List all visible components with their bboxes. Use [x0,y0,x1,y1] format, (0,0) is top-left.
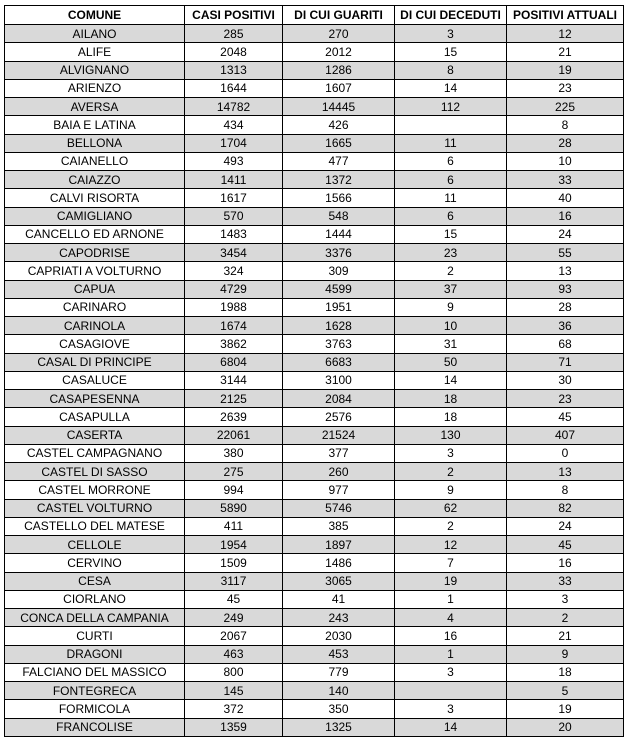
cell-comune: CASAPESENNA [5,390,185,408]
cell-casi-positivi: 3862 [185,335,283,353]
cell-positivi-attuali: 36 [507,317,624,335]
cell-positivi-attuali: 30 [507,371,624,389]
cell-guariti: 2030 [283,627,395,645]
cell-guariti: 1607 [283,79,395,97]
cell-guariti: 350 [283,700,395,718]
cell-guariti: 385 [283,517,395,535]
cell-positivi-attuali: 13 [507,262,624,280]
cell-positivi-attuali: 23 [507,79,624,97]
cell-deceduti: 3 [395,663,507,681]
cell-positivi-attuali: 28 [507,134,624,152]
cell-casi-positivi: 275 [185,463,283,481]
cell-casi-positivi: 434 [185,116,283,134]
cell-guariti: 377 [283,444,395,462]
table-row [5,244,624,262]
cell-casi-positivi: 2067 [185,627,283,645]
cell-deceduti: 6 [395,152,507,170]
cell-positivi-attuali: 8 [507,481,624,499]
cell-guariti: 1486 [283,554,395,572]
cell-comune: CAPRIATI A VOLTURNO [5,262,185,280]
cell-comune: CAIAZZO [5,171,185,189]
cell-casi-positivi: 2639 [185,408,283,426]
cell-deceduti: 112 [395,98,507,116]
cell-positivi-attuali: 225 [507,98,624,116]
table-row [5,554,624,572]
cell-comune: CERVINO [5,554,185,572]
cell-deceduti: 10 [395,317,507,335]
table-row [5,262,624,280]
cell-casi-positivi: 4729 [185,280,283,298]
cell-deceduti: 50 [395,353,507,371]
cell-guariti: 1897 [283,536,395,554]
cell-positivi-attuali: 93 [507,280,624,298]
cell-casi-positivi: 1644 [185,79,283,97]
table-row [5,481,624,499]
cell-guariti: 4599 [283,280,395,298]
cell-guariti: 270 [283,25,395,43]
cell-comune: DRAGONI [5,645,185,663]
cell-positivi-attuali: 45 [507,408,624,426]
cell-comune: CASALUCE [5,371,185,389]
table-row [5,663,624,681]
cell-positivi-attuali: 0 [507,444,624,462]
cell-casi-positivi: 1411 [185,171,283,189]
table-row [5,207,624,225]
cell-casi-positivi: 1359 [185,718,283,736]
table-row [5,353,624,371]
cell-comune: CASTEL VOLTURNO [5,499,185,517]
cell-deceduti: 1 [395,590,507,608]
cell-positivi-attuali: 13 [507,463,624,481]
cell-deceduti: 6 [395,207,507,225]
cell-deceduti: 9 [395,298,507,316]
cell-casi-positivi: 1674 [185,317,283,335]
table-row [5,463,624,481]
table-row [5,298,624,316]
cell-comune: ALIFE [5,43,185,61]
cell-positivi-attuali: 33 [507,171,624,189]
cell-casi-positivi: 411 [185,517,283,535]
cell-comune: CARINOLA [5,317,185,335]
covid-cases-table [4,5,624,737]
table-row [5,225,624,243]
cell-guariti: 3100 [283,371,395,389]
cell-positivi-attuali: 21 [507,627,624,645]
cell-deceduti: 4 [395,609,507,627]
cell-comune: FALCIANO DEL MASSICO [5,663,185,681]
cell-deceduti: 3 [395,700,507,718]
cell-comune: FORMICOLA [5,700,185,718]
cell-comune: CAMIGLIANO [5,207,185,225]
cell-casi-positivi: 6804 [185,353,283,371]
cell-deceduti: 2 [395,517,507,535]
cell-deceduti: 31 [395,335,507,353]
cell-casi-positivi: 1483 [185,225,283,243]
cell-guariti: 2576 [283,408,395,426]
table-row [5,444,624,462]
cell-casi-positivi: 285 [185,25,283,43]
cell-comune: AILANO [5,25,185,43]
cell-guariti: 977 [283,481,395,499]
cell-positivi-attuali: 19 [507,61,624,79]
table-row [5,317,624,335]
cell-comune: CASERTA [5,426,185,444]
cell-deceduti: 14 [395,371,507,389]
cell-positivi-attuali: 28 [507,298,624,316]
table-row [5,572,624,590]
cell-deceduti: 7 [395,554,507,572]
table-row [5,116,624,134]
cell-comune: CIORLANO [5,590,185,608]
cell-guariti: 1566 [283,189,395,207]
table-body [5,25,624,737]
cell-deceduti: 14 [395,79,507,97]
cell-guariti: 426 [283,116,395,134]
cell-casi-positivi: 493 [185,152,283,170]
cell-deceduti: 23 [395,244,507,262]
cell-casi-positivi: 994 [185,481,283,499]
cell-positivi-attuali: 407 [507,426,624,444]
table-row [5,499,624,517]
header-deceduti: DI CUI DECEDUTI [395,6,507,25]
cell-positivi-attuali: 2 [507,609,624,627]
table-row [5,189,624,207]
cell-positivi-attuali: 20 [507,718,624,736]
cell-comune: CANCELLO ED ARNONE [5,225,185,243]
cell-comune: CARINARO [5,298,185,316]
cell-guariti: 260 [283,463,395,481]
cell-guariti: 1444 [283,225,395,243]
cell-positivi-attuali: 16 [507,207,624,225]
cell-comune: FONTEGRECA [5,682,185,700]
cell-deceduti: 37 [395,280,507,298]
cell-guariti: 21524 [283,426,395,444]
table-row [5,517,624,535]
cell-guariti: 5746 [283,499,395,517]
cell-comune: CASAGIOVE [5,335,185,353]
cell-positivi-attuali: 82 [507,499,624,517]
cell-casi-positivi: 1617 [185,189,283,207]
cell-comune: CELLOLE [5,536,185,554]
cell-positivi-attuali: 18 [507,663,624,681]
table-row [5,43,624,61]
cell-positivi-attuali: 24 [507,517,624,535]
cell-comune: CAPUA [5,280,185,298]
cell-positivi-attuali: 40 [507,189,624,207]
cell-deceduti: 2 [395,463,507,481]
cell-casi-positivi: 1509 [185,554,283,572]
cell-guariti: 6683 [283,353,395,371]
cell-guariti: 3763 [283,335,395,353]
cell-positivi-attuali: 33 [507,572,624,590]
cell-deceduti: 2 [395,262,507,280]
cell-casi-positivi: 145 [185,682,283,700]
table-row [5,280,624,298]
cell-comune: CASAL DI PRINCIPE [5,353,185,371]
cell-casi-positivi: 3144 [185,371,283,389]
cell-casi-positivi: 2125 [185,390,283,408]
table-row [5,79,624,97]
cell-casi-positivi: 3117 [185,572,283,590]
cell-comune: CURTI [5,627,185,645]
cell-comune: BELLONA [5,134,185,152]
table-row [5,335,624,353]
cell-positivi-attuali: 45 [507,536,624,554]
cell-guariti: 1372 [283,171,395,189]
cell-guariti: 453 [283,645,395,663]
cell-guariti: 2012 [283,43,395,61]
cell-guariti: 243 [283,609,395,627]
table-row [5,627,624,645]
cell-positivi-attuali: 23 [507,390,624,408]
cell-positivi-attuali: 55 [507,244,624,262]
cell-deceduti: 14 [395,718,507,736]
table-row [5,700,624,718]
table-row [5,152,624,170]
cell-casi-positivi: 14782 [185,98,283,116]
cell-guariti: 140 [283,682,395,700]
cell-comune: CALVI RISORTA [5,189,185,207]
cell-comune: CAPODRISE [5,244,185,262]
header-casi-positivi: CASI POSITIVI [185,6,283,25]
header-comune: COMUNE [5,6,185,25]
cell-comune: FRANCOLISE [5,718,185,736]
cell-deceduti [395,116,507,134]
cell-deceduti: 3 [395,25,507,43]
cell-comune: CASTEL MORRONE [5,481,185,499]
table-row [5,390,624,408]
cell-casi-positivi: 800 [185,663,283,681]
header-positivi-attuali: POSITIVI ATTUALI [507,6,624,25]
table-row [5,718,624,736]
cell-guariti: 2084 [283,390,395,408]
cell-deceduti: 18 [395,390,507,408]
cell-casi-positivi: 45 [185,590,283,608]
cell-casi-positivi: 1704 [185,134,283,152]
table-row [5,426,624,444]
table-row [5,609,624,627]
cell-deceduti: 9 [395,481,507,499]
cell-guariti: 477 [283,152,395,170]
cell-comune: CASTELLO DEL MATESE [5,517,185,535]
cell-comune: CAIANELLO [5,152,185,170]
cell-casi-positivi: 249 [185,609,283,627]
cell-deceduti: 15 [395,225,507,243]
table-row [5,536,624,554]
cell-comune: CASAPULLA [5,408,185,426]
table-row [5,590,624,608]
table-row [5,134,624,152]
cell-comune: CASTEL DI SASSO [5,463,185,481]
cell-deceduti: 11 [395,189,507,207]
cell-casi-positivi: 1954 [185,536,283,554]
table-row [5,645,624,663]
cell-positivi-attuali: 8 [507,116,624,134]
cell-positivi-attuali: 21 [507,43,624,61]
cell-casi-positivi: 463 [185,645,283,663]
cell-deceduti: 1 [395,645,507,663]
table-row [5,25,624,43]
cell-deceduti: 16 [395,627,507,645]
cell-positivi-attuali: 19 [507,700,624,718]
cell-guariti: 3065 [283,572,395,590]
cell-comune: AVERSA [5,98,185,116]
cell-positivi-attuali: 24 [507,225,624,243]
cell-deceduti: 3 [395,444,507,462]
cell-deceduti: 62 [395,499,507,517]
cell-guariti: 41 [283,590,395,608]
cell-positivi-attuali: 10 [507,152,624,170]
cell-casi-positivi: 1313 [185,61,283,79]
cell-casi-positivi: 570 [185,207,283,225]
cell-guariti: 309 [283,262,395,280]
cell-guariti: 1628 [283,317,395,335]
cell-positivi-attuali: 3 [507,590,624,608]
cell-deceduti: 130 [395,426,507,444]
cell-deceduti: 12 [395,536,507,554]
table-row [5,61,624,79]
cell-casi-positivi: 372 [185,700,283,718]
cell-comune: ARIENZO [5,79,185,97]
cell-comune: BAIA E LATINA [5,116,185,134]
cell-casi-positivi: 22061 [185,426,283,444]
cell-guariti: 548 [283,207,395,225]
cell-deceduti: 8 [395,61,507,79]
cell-guariti: 1951 [283,298,395,316]
cell-casi-positivi: 324 [185,262,283,280]
cell-guariti: 1665 [283,134,395,152]
table-row [5,682,624,700]
cell-positivi-attuali: 71 [507,353,624,371]
cell-guariti: 14445 [283,98,395,116]
cell-deceduti: 11 [395,134,507,152]
cell-positivi-attuali: 12 [507,25,624,43]
cell-comune: CESA [5,572,185,590]
cell-comune: ALVIGNANO [5,61,185,79]
cell-guariti: 1325 [283,718,395,736]
cell-casi-positivi: 2048 [185,43,283,61]
table-row [5,371,624,389]
cell-deceduti [395,682,507,700]
cell-positivi-attuali: 5 [507,682,624,700]
cell-positivi-attuali: 9 [507,645,624,663]
cell-positivi-attuali: 68 [507,335,624,353]
header-guariti: DI CUI GUARITI [283,6,395,25]
cell-deceduti: 15 [395,43,507,61]
cell-guariti: 1286 [283,61,395,79]
table-row [5,408,624,426]
header-row [5,6,624,25]
cell-casi-positivi: 5890 [185,499,283,517]
table-row [5,98,624,116]
cell-deceduti: 18 [395,408,507,426]
cell-deceduti: 6 [395,171,507,189]
cell-casi-positivi: 1988 [185,298,283,316]
table-row [5,171,624,189]
cell-comune: CASTEL CAMPAGNANO [5,444,185,462]
cell-deceduti: 19 [395,572,507,590]
cell-guariti: 3376 [283,244,395,262]
cell-casi-positivi: 3454 [185,244,283,262]
cell-comune: CONCA DELLA CAMPANIA [5,609,185,627]
cell-guariti: 779 [283,663,395,681]
cell-positivi-attuali: 16 [507,554,624,572]
cell-casi-positivi: 380 [185,444,283,462]
